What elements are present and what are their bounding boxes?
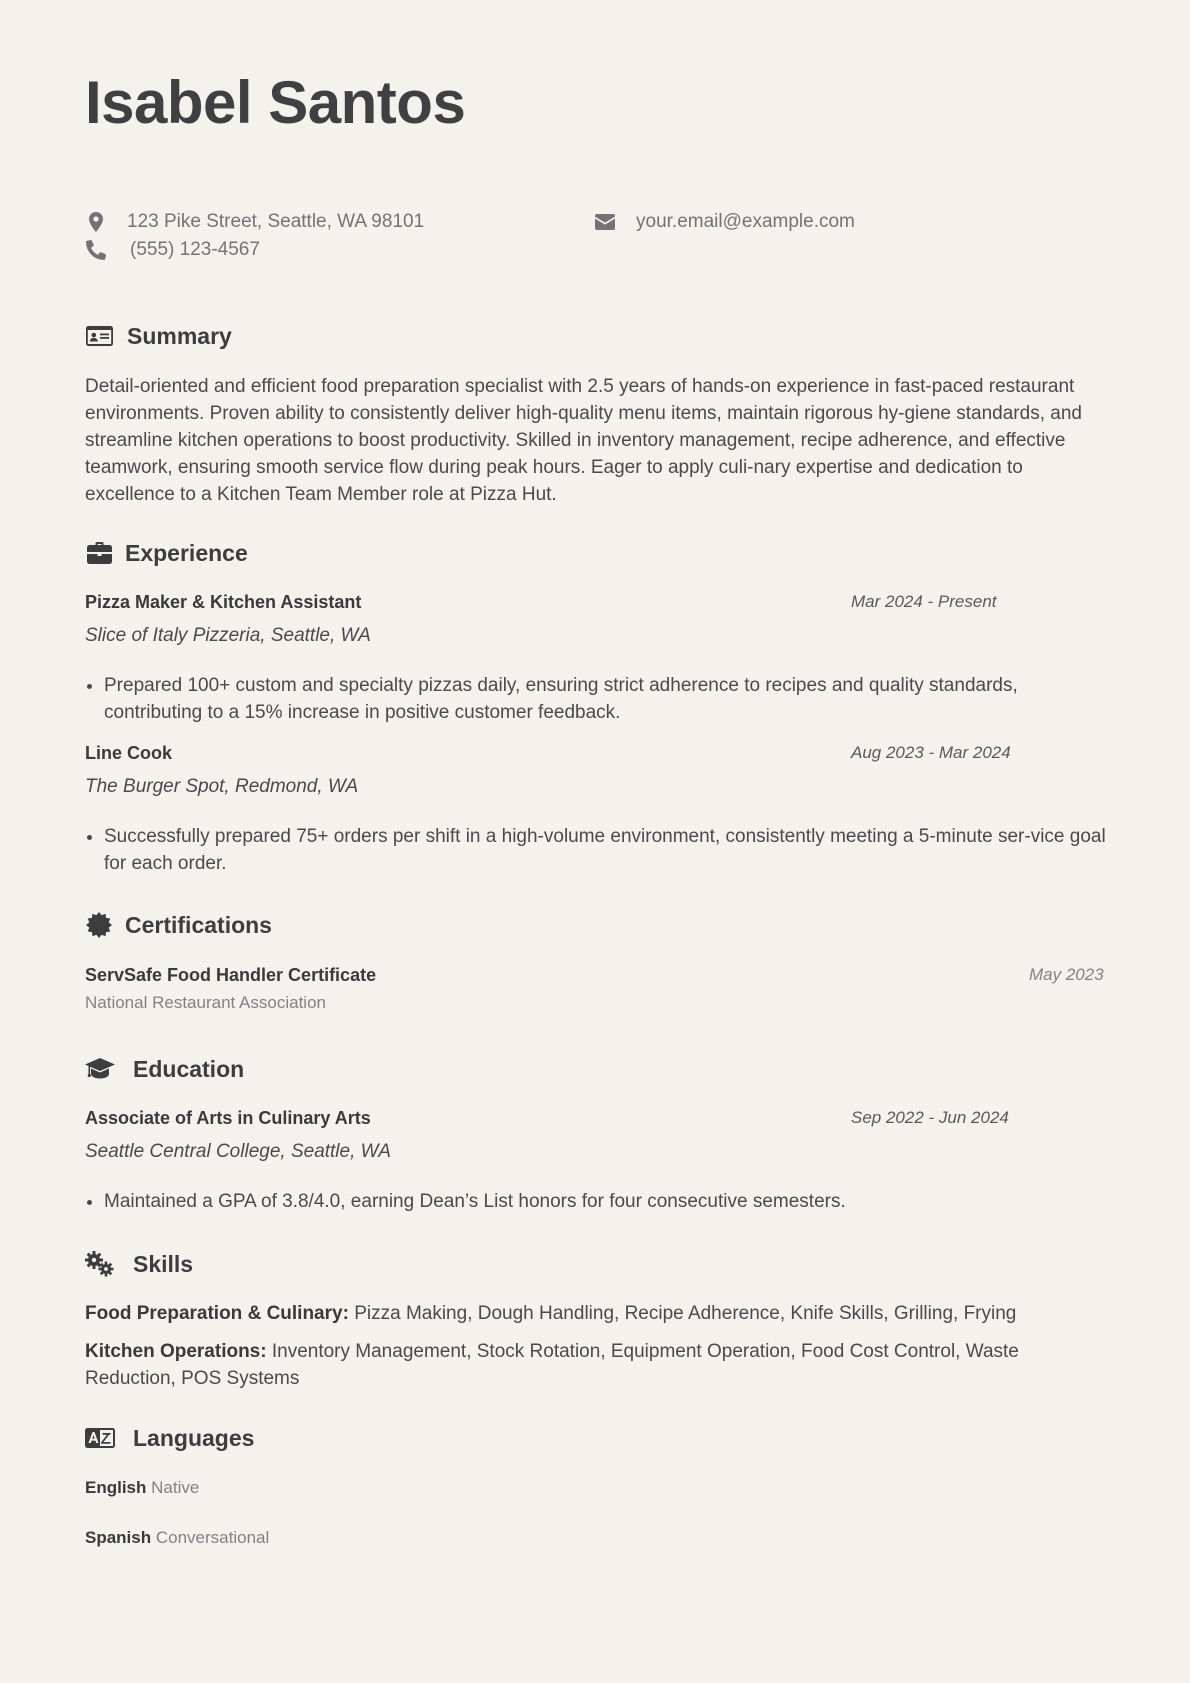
list-item: Prepared 100+ custom and specialty pizzas daily, ensuring strict adherence to recipes and quality standards, contributing to a 15% increase in positive customer feedback. [85, 672, 1115, 726]
phone-icon [85, 239, 107, 261]
job-bullets [85, 823, 1115, 877]
job-dates: Mar 2024 - Present [851, 592, 997, 611]
language-name: English [85, 1478, 147, 1497]
job-bullets [85, 672, 1115, 726]
contact-address [85, 211, 424, 233]
education-heading [85, 1055, 244, 1083]
skill-values: Inventory Management, Stock Rotation, Equipment Operation, Food Cost Control, Waste Reduction, POS Systems [85, 1341, 1019, 1389]
language-entry [85, 1478, 199, 1498]
skill-values: Pizza Making, Dough Handling, Recipe Adherence, Knife Skills, Grilling, Frying [354, 1303, 1017, 1324]
language-level: Conversational [155, 1528, 270, 1547]
list-item: Maintained a GPA of 3.8/4.0, earning Dean’s List honors for four consecutive semesters. [85, 1188, 1115, 1215]
job-employer: Slice of Italy Pizzeria, Seattle, WA [85, 625, 371, 646]
job-title: Line Cook [85, 743, 173, 763]
certifications-heading [85, 911, 272, 939]
contact-phone [85, 239, 260, 261]
map-marker-icon [85, 211, 107, 233]
languages-heading [85, 1424, 254, 1452]
experience-title: Experience [125, 539, 248, 566]
certificate-badge-icon [85, 911, 113, 939]
certifications-title: Certifications [125, 911, 272, 938]
gears-icon [85, 1250, 115, 1278]
skill-line [85, 1300, 1105, 1327]
education-bullets [85, 1188, 1115, 1215]
skills-title: Skills [133, 1250, 194, 1277]
briefcase-icon [85, 539, 113, 567]
skill-category: Kitchen Operations: [85, 1341, 267, 1362]
summary-text: Detail-oriented and efficient food preparation specialist with 2.5 years of hands-on experience in fast-paced restaurant environments. Proven ability to consistently deliver high-quality menu items, maintain rigorous hy-giene standards, and streamline kitchen operations to boost productivity. Skilled in inventory management, recipe adherence, and effective teamwork, ensuring smooth service flow during peak hours. Eager to apply culi-nary expertise and dedication to excellence to a Kitchen Team Member role at Pizza Hut. [85, 376, 1082, 505]
skills-heading [85, 1250, 193, 1278]
summary-heading [85, 322, 232, 350]
email-text[interactable]: your.email@example.com [636, 211, 855, 232]
summary-title: Summary [127, 322, 232, 349]
job-title: Pizza Maker & Kitchen Assistant [85, 592, 362, 612]
phone-text: (555) 123-4567 [130, 239, 260, 260]
graduation-cap-icon [85, 1055, 115, 1083]
experience-heading [85, 539, 248, 567]
languages-title: Languages [133, 1424, 255, 1451]
skill-category: Food Preparation & Culinary: [85, 1303, 349, 1324]
certification-date: May 2023 [1029, 965, 1104, 984]
job-dates: Aug 2023 - Mar 2024 [851, 743, 1011, 762]
education-dates: Sep 2022 - Jun 2024 [851, 1108, 1009, 1127]
skill-line [85, 1338, 1105, 1392]
language-level: Native [151, 1478, 200, 1497]
job-employer: The Burger Spot, Redmond, WA [85, 776, 359, 797]
contact-email[interactable] [594, 211, 855, 233]
language-name: Spanish [85, 1528, 152, 1547]
certification-title: ServSafe Food Handler Certificate [85, 965, 377, 985]
language-entry [85, 1528, 269, 1548]
education-title: Education [133, 1055, 245, 1082]
degree-title: Associate of Arts in Culinary Arts [85, 1108, 371, 1128]
address-text: 123 Pike Street, Seattle, WA 98101 [127, 211, 425, 232]
id-card-icon [85, 322, 113, 350]
envelope-icon [594, 211, 616, 233]
school-name: Seattle Central College, Seattle, WA [85, 1141, 391, 1162]
list-item: Successfully prepared 75+ orders per shift in a high-volume environment, consistently meeting a 5-minute ser-vice goal for each order. [85, 823, 1115, 877]
candidate-name: Isabel Santos [85, 69, 466, 136]
language-icon [85, 1424, 115, 1452]
certification-issuer: National Restaurant Association [85, 993, 326, 1012]
